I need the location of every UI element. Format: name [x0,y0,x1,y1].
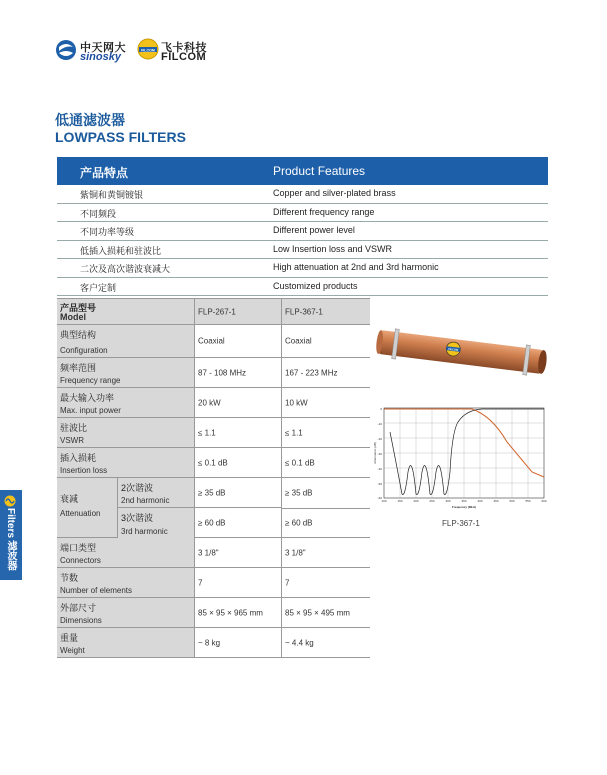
spec-label-cn: 驻波比 [60,423,88,433]
spec-label-cn: 重量 [60,633,79,643]
features-header [57,157,548,185]
spec-row-frequency [57,358,370,388]
filcom-en: FILCOM [161,51,207,63]
spec-value: 7 [285,578,290,587]
photo-label: FILCOM [448,347,459,352]
spec-value: ≤ 1.1 [198,428,216,437]
x-tick: 500 [509,499,515,503]
feature-row [57,185,548,204]
spec-value: 3 1/8" [198,548,219,557]
spec-row-model [57,298,370,325]
feature-row [57,222,548,241]
filcom-emblem-icon [137,37,159,61]
spec-value: ≤ 1.1 [285,428,303,437]
feature-row [57,278,548,297]
spec-label-cn: 插入损耗 [60,453,97,463]
spec-label-cn: 典型结构 [60,330,97,340]
spec-label-cn: 节数 [60,573,79,583]
spec-row-attenuation [57,478,370,538]
features-header-en: Product Features [273,164,366,178]
spec-row-insertion [57,448,370,478]
spec-value: Coaxial [285,336,312,346]
features-header-cn: 产品特点 [80,166,129,180]
feature-row [57,241,548,260]
spec-value: 85 × 95 × 495 mm [285,608,350,617]
feature-en: Low Insertion loss and VSWR [273,243,393,254]
y-tick: -50 [377,482,382,486]
x-tick: 450 [493,499,499,503]
feature-en: Different power level [273,225,355,235]
feature-row [57,259,548,278]
spec-label-cn: 衰减 [60,494,79,504]
spec-value: ~ 8 kg [198,638,221,647]
y-tick: -40 [377,467,382,471]
y-tick: -30 [377,452,382,456]
spec-row-connectors [57,538,370,568]
spec-value: ≤ 0.1 dB [198,458,228,467]
x-tick: 200 [413,499,419,503]
spec-label-cn: 最大输入功率 [60,393,115,403]
x-axis-label: Frequency (MHz) [451,505,477,509]
spec-label-en: Model [60,312,86,322]
spec-label-en: Weight [60,646,85,655]
spec-label-en: Connectors [60,556,101,565]
spec-label-cn: 2次谐波 [121,483,154,493]
spec-value: 85 × 95 × 965 mm [198,608,263,617]
attenuation-2nd [117,478,195,508]
spec-value: 3 1/8" [285,548,306,557]
y-tick: 0 [380,407,382,411]
spec-label-cn: 频率范围 [60,363,97,373]
frequency-response-graph [372,402,550,512]
side-tab-cn: 滤波器 [5,540,16,571]
graph-caption: FLP-367-1 [442,519,480,528]
y-tick: -20 [377,437,382,441]
spec-value: ≥ 60 dB [198,518,226,527]
spec-value: ≥ 35 dB [285,488,313,498]
spec-label-cn: 产品型号 [60,303,97,313]
spec-label-en: 2nd harmonic [121,496,170,505]
spec-label-en: Frequency range [60,376,121,385]
spec-row-power [57,388,370,418]
model-value-2: FLP-367-1 [285,307,323,316]
x-tick: 400 [477,499,483,503]
side-tab-en: Filters [5,508,16,539]
spec-label-cn: 3次谐波 [121,513,154,523]
spec-label-en: Dimensions [60,616,102,625]
spec-label-en: Insertion loss [60,466,108,475]
y-axis-label: Attenuation (dB) [373,442,377,464]
spec-value: ≥ 60 dB [285,518,313,527]
spec-row-vswr [57,418,370,448]
sinosky-logo [55,37,133,67]
spec-value: ≥ 35 dB [198,488,226,497]
spec-value: Coaxial [198,336,225,346]
feature-row [57,204,548,223]
feature-cn: 不同频段 [80,208,117,219]
spec-value: 7 [198,578,203,587]
header-logos [55,37,285,67]
spec-value: 10 kW [285,398,308,407]
spec-label-cn: 外部尺寸 [60,603,97,613]
filcom-badge-text: FILCOM [141,48,155,53]
spec-label-en: Attenuation [60,509,101,518]
feature-en: Different frequency range [273,206,375,217]
x-tick: 550 [525,499,531,503]
x-tick: 150 [397,499,403,503]
spec-label-en: Max. input power [60,406,121,415]
feature-cn: 紫铜和黄铜镀银 [80,190,144,200]
x-tick: 100 [381,499,387,503]
feature-en: High attenuation at 2nd and 3rd harmonic [273,262,439,272]
x-tick: 300 [445,499,451,503]
feature-cn: 客户定制 [80,282,117,293]
spec-row-weight [57,628,370,658]
filcom-logo [137,37,217,67]
y-tick: -60 [377,496,382,500]
feature-cn: 不同功率等级 [80,227,135,237]
feature-cn: 二次及高次谐波衰减大 [80,264,171,274]
filcom-cn: 飞卡科技 [161,42,207,54]
spec-row-configuration [57,325,370,358]
page-title-cn: 低通滤波器 [55,112,125,128]
spec-label-cn: 端口类型 [60,543,97,553]
spec-row-dimensions [57,598,370,628]
spec-value: ≤ 0.1 dB [285,458,315,467]
spec-label-en: VSWR [60,436,84,445]
spec-value: ~ 4.4 kg [285,638,314,647]
x-tick: 600 [541,499,547,503]
features-table [57,157,548,296]
feature-en: Customized products [273,280,358,291]
spec-label-en: Configuration [60,346,108,355]
attenuation-3rd [117,508,195,538]
spec-value: 20 kW [198,398,221,407]
x-tick: 250 [429,499,435,503]
feature-cn: 低插入损耗和驻波比 [80,245,162,256]
product-photo [373,320,550,385]
x-tick: 350 [461,499,467,503]
spec-row-elements [57,568,370,598]
sinosky-en: sinosky [80,51,121,63]
spec-table [57,298,370,658]
sinosky-cn: 中天网大 [80,42,126,54]
feature-en: Copper and silver-plated brass [273,188,396,198]
sinosky-emblem-icon [55,37,77,63]
spec-label-en: 3rd harmonic [121,527,168,536]
spec-value: 167 - 223 MHz [285,368,338,377]
page-title-en: LOWPASS FILTERS [55,129,186,145]
y-tick: -10 [377,422,382,426]
filter-section-icon [3,494,17,508]
model-value-1: FLP-267-1 [198,307,236,316]
side-tab-label [4,508,18,571]
spec-value: 87 - 108 MHz [198,368,247,377]
spec-label-en: Number of elements [60,586,133,595]
